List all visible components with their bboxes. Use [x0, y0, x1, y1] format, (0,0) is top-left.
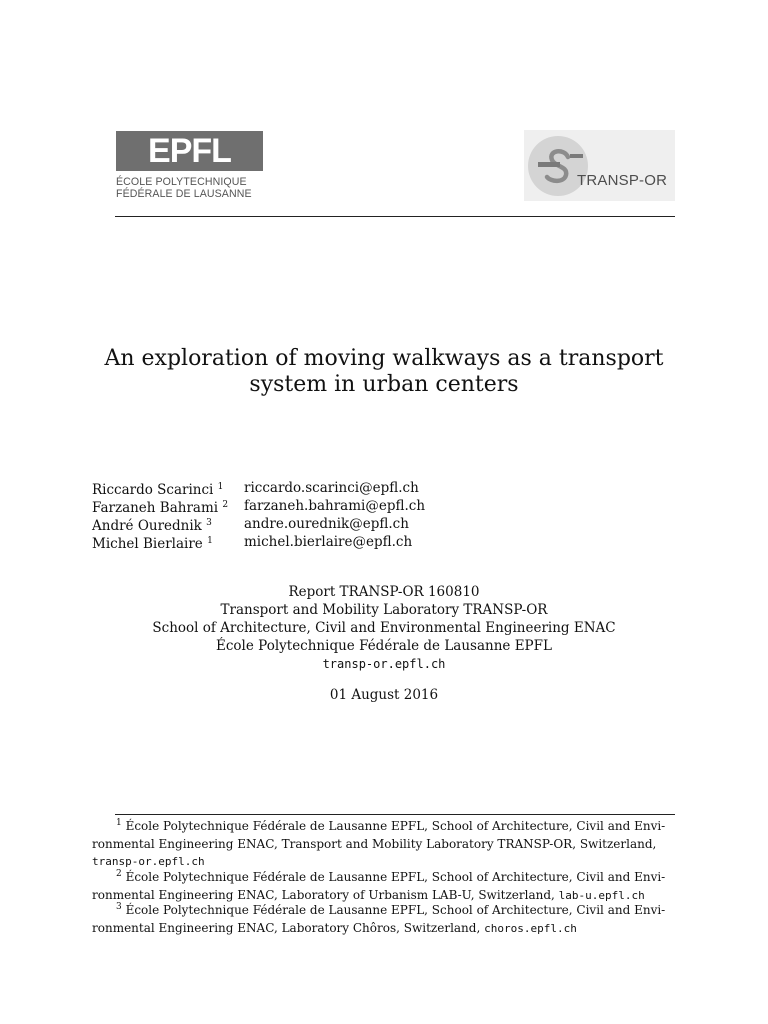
footnote	[92, 818, 678, 871]
paper-title-line-2: system in urban centers	[249, 372, 519, 397]
report-date: 01 August 2016	[329, 687, 439, 703]
report-number: Report TRANSP-OR 160810	[288, 584, 480, 600]
author-list	[92, 479, 426, 552]
footnote-url: transp-or.epfl.ch	[92, 855, 205, 868]
epfl-logo-line1: ÉCOLE POLYTECHNIQUE	[116, 176, 247, 188]
epfl-logo	[116, 130, 264, 202]
footnote-line: $^1$ École Polytechnique Fédérale de Lausanne EPFL, School of Architecture, Civil and Envi-	[116, 818, 666, 833]
footnote-line: $^2$ École Polytechnique Fédérale de Lausanne EPFL, School of Architecture, Civil and Envi-	[116, 869, 666, 884]
paper-title-line-1: An exploration of moving walkways as a transport	[104, 346, 664, 371]
footnote-line: ronmental Engineering ENAC, Laboratory of Urbanism LAB-U, Switzerland, lab-u.epfl.ch	[92, 887, 645, 902]
header-rule	[115, 216, 675, 217]
author-name: Farzaneh Bahrami $^2$	[92, 500, 229, 516]
author-name: Riccardo Scarinci $^1$	[92, 482, 224, 498]
footnote-line: ronmental Engineering ENAC, Transport and Mobility Laboratory TRANSP-OR, Switzerland,	[92, 836, 657, 851]
paper-title	[84, 346, 684, 398]
report-lab: Transport and Mobility Laboratory TRANSP-OR	[220, 602, 548, 618]
report-institution: École Polytechnique Fédérale de Lausanne EPFL	[216, 638, 552, 654]
author-email: michel.bierlaire@epfl.ch	[244, 534, 413, 550]
author-row	[92, 515, 409, 534]
transp-or-logo-text: TRANSP-OR	[577, 172, 668, 189]
author-row	[92, 479, 419, 498]
footnote	[92, 869, 678, 904]
footnote	[92, 902, 678, 937]
footnote-url: lab-u.epfl.ch	[558, 888, 645, 902]
footnote-line: ronmental Engineering ENAC, Laboratory Chôros, Switzerland, choros.epfl.ch	[92, 920, 577, 935]
footnote-url: choros.epfl.ch	[484, 921, 577, 935]
author-email: farzaneh.bahrami@epfl.ch	[244, 498, 426, 514]
report-school: School of Architecture, Civil and Environmental Engineering ENAC	[152, 620, 616, 636]
author-row	[92, 497, 426, 516]
author-row	[92, 533, 413, 552]
report-url: transp-or.epfl.ch	[322, 657, 446, 671]
footnote-line: $^3$ École Polytechnique Fédérale de Lausanne EPFL, School of Architecture, Civil and Envi-	[116, 902, 666, 917]
author-email: andre.ourednik@epfl.ch	[244, 516, 409, 532]
transp-or-logo	[524, 130, 675, 201]
footnote-rule	[115, 814, 675, 815]
transp-or-emblem-icon	[524, 130, 675, 201]
author-name: Michel Bierlaire $^1$	[92, 536, 213, 552]
epfl-logo-line2: FÉDÉRALE DE LAUSANNE	[116, 188, 252, 200]
author-email: riccardo.scarinci@epfl.ch	[244, 480, 419, 496]
epfl-logo-mark: EPFL	[148, 132, 231, 170]
author-name: André Ourednik $^3$	[92, 518, 212, 534]
